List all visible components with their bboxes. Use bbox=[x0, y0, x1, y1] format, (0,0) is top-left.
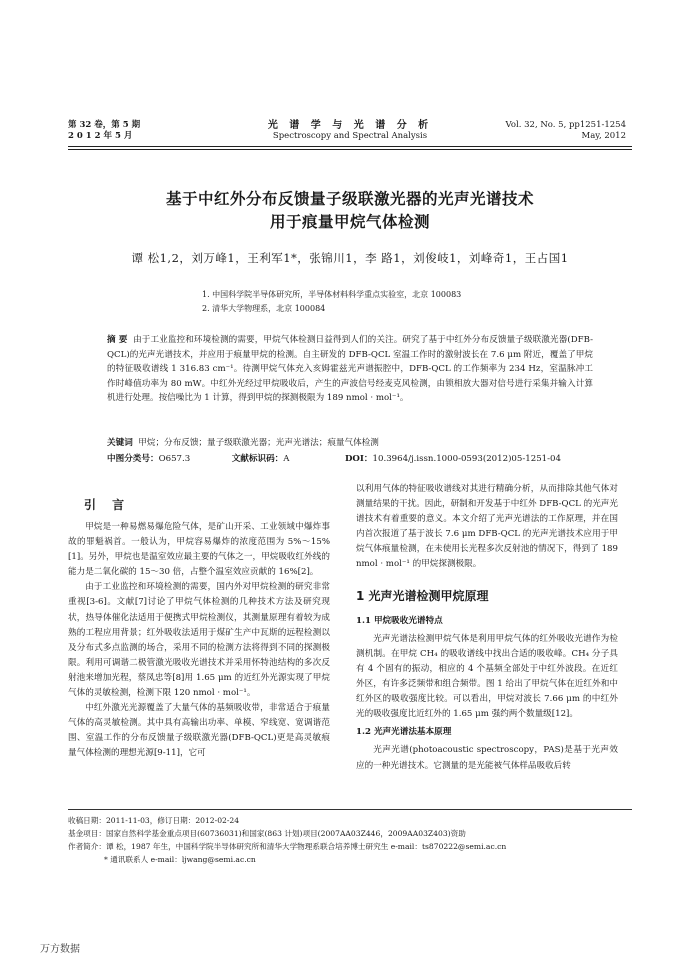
footnote-funding: 基金项目：国家自然科学基金重点项目(60736031)和国家(863 计划)项目(2007AA03Z446，2009AA03Z403)资助 bbox=[68, 829, 466, 838]
intro-paragraph-3: 中红外激光光源覆盖了大量气体的基频吸收带，非常适合于痕量气体的高灵敏检测。其中具有高输出功率、单模、窄线宽、宽调谐范围、室温工作的分布反馈量子级联激光器(DFB-QCL)更是高灵敏痕量气体检测的理想光源[9-11]，它可 bbox=[68, 703, 330, 759]
subsection-1-1-text: 光声光谱法检测甲烷气体是利用甲烷气体的红外吸收光谱作为检测机制。在甲烷 CH₄ 的吸收谱线中找出合适的吸收峰。CH₄ 分子具有 4 个固有的振动，相应的 4 个基频全部处于中红外波段。在近红外区，有许多泛频带和组合频带。图 1 给出了甲烷气体在近红外和中红外区的吸收强度比较。可以看出，甲烷对波长 7.66 μm 的中红外光的吸收强度比近红外的 1.65 μm 强约两个数量级[12]。 bbox=[356, 633, 618, 720]
clc-label: 中图分类号： bbox=[107, 454, 159, 464]
intro-body bbox=[68, 520, 330, 762]
footnote-author-bio: 作者简介：谭 松，1987 年生，中国科学院半导体研究所和清华大学物理系联合培养博士研究生 e-mail：ts870222@semi.ac.cn bbox=[68, 842, 507, 851]
header-rule-thin bbox=[68, 149, 632, 150]
affiliations bbox=[202, 288, 461, 316]
publish-date: May, 2012 bbox=[581, 131, 626, 141]
abstract bbox=[107, 333, 593, 406]
intro-paragraph-1: 甲烷是一种易燃易爆危险气体，是矿山开采、工业领域中爆炸事故的罪魁祸首。一般认为，甲烷容易爆炸的浓度范围为 5%～15%[1]。另外，甲烷也是温室效应最主要的气体之一，甲烷吸收红外线的能力是二氧化碳的 15～30 倍，占整个温室效应贡献的 16%[2]。 bbox=[68, 522, 330, 578]
paper-title-line1: 基于中红外分布反馈量子级联激光器的光声光谱技术 bbox=[165, 190, 534, 208]
subsection-1-2-text: 光声光谱(photoacoustic spectroscopy，PAS)是基于光声效应的一种光谱技术。它测量的是光能被气体样品吸收后转 bbox=[356, 745, 618, 771]
right-column bbox=[356, 482, 618, 774]
affiliation-2: 2. 清华大学物理系，北京 100084 bbox=[202, 304, 326, 313]
footnote-corresponding: * 通讯联系人 e-mail：ljwang@semi.ac.cn bbox=[104, 855, 256, 864]
affiliation-1: 1. 中国科学院半导体研究所，半导体材料科学重点实验室，北京 100083 bbox=[202, 290, 462, 299]
journal-name-en: Spectroscopy and Spectral Analysis bbox=[272, 131, 428, 141]
classification-line bbox=[107, 452, 593, 467]
intro-continuation: 以利用气体的特征吸收谱线对其进行精确分析，从而排除其他气体对测量结果的干扰。因此，研制和开发基于中红外 DFB-QCL 的光声光谱技术有着重要的意义。本文介绍了光声光谱法的工作原理，并在国内首次报道了基于波长 7.6 μm DFB-QCL 的光声光谱技术应用于甲烷气体痕量检测，在未使用长光程多次反射池的情况下，得到了 189 nmol · mol⁻¹ 的甲烷探测极限。 bbox=[356, 484, 618, 570]
abstract-text: 由于工业监控和环境检测的需要，甲烷气体检测日益得到人们的关注。研究了基于中红外分布反馈量子级联激光器(DFB-QCL)的光声光谱技术，并应用于痕量甲烷的检测。自主研发的 DFB-QCL 室温工作时的激射波长在 7.6 μm 附近，覆盖了甲烷的特征吸收谱线 1 316.83 cm⁻¹。待测甲烷气体充入亥姆霍兹光声谱振腔中，DFB-QCL 的工作频率为 234 Hz，室温脉冲工作时峰值功率为 80 mW。中红外光经过甲烷吸收后，产生的声波信号经麦克风检测，由锁相放大器对信号进行采集并输入计算机进行处理。按信噪比为 1 计算，得到甲烷的探测极限为 189 nmol · mol⁻¹。 bbox=[107, 335, 594, 404]
footnotes bbox=[68, 814, 632, 866]
subsection-1-1-heading: 1.1 甲烷吸收光谱特点 bbox=[356, 615, 443, 626]
volume-issue: 第 32 卷，第 5 期 bbox=[68, 120, 141, 130]
journal-volume-left bbox=[68, 120, 140, 142]
subsection-1-2-heading: 1.2 光声光谱法基本原理 bbox=[356, 727, 452, 738]
doc-code-label: 文献标识码： bbox=[231, 454, 284, 464]
clc-value: O657.3 bbox=[158, 454, 191, 464]
abstract-label: 摘 要 bbox=[107, 335, 128, 345]
publish-year-month: 2 0 1 2 年 5 月 bbox=[68, 131, 133, 141]
journal-name-cn: 光 谱 学 与 光 谱 分 析 bbox=[267, 120, 433, 131]
keywords-label: 关键词 bbox=[107, 438, 133, 448]
author-list: 谭 松1,2，刘万峰1，王利军1*，张锦川1，李 路1，刘俊岐1，刘峰奇1，王占国1 bbox=[131, 251, 569, 265]
paper-title-line2: 用于痕量甲烷气体检测 bbox=[269, 213, 430, 231]
volume-pages: Vol. 32, No. 5, pp1251-1254 bbox=[505, 120, 626, 130]
doi-label: DOI： bbox=[344, 454, 373, 464]
journal-name bbox=[250, 120, 450, 142]
footnote-received: 收稿日期：2011-11-03，修订日期：2012-02-24 bbox=[68, 816, 240, 825]
doc-code-value: A bbox=[283, 454, 290, 464]
watermark: 万方数据 bbox=[40, 944, 80, 955]
doi-value: 10.3964/j.issn.1000-0593(2012)05-1251-04 bbox=[372, 454, 561, 464]
intro-heading: 引 言 bbox=[84, 498, 131, 512]
keywords-text: 甲烷；分布反馈；量子级联激光器；光声光谱法；痕量气体检测 bbox=[138, 438, 379, 448]
section1-heading: 1 光声光谱检测甲烷原理 bbox=[356, 588, 489, 603]
footnote-rule bbox=[68, 809, 632, 810]
journal-volume-right bbox=[506, 120, 626, 142]
header-rule bbox=[68, 146, 632, 147]
keywords bbox=[107, 436, 593, 451]
intro-paragraph-2: 由于工业监控和环境检测的需要，国内外对甲烷检测的研究非常重视[3-6]。文献[7]讨论了甲烷气体检测的几种技术方法及研究现状，热导体催化法适用于便携式甲烷检测仪，其测量原理有着较为成熟的工程应用背景；红外吸收法适用于煤矿生产中瓦斯的远程检测以及分布式多点监测的场合，采用不同的检测方法将得到不同的探测极限。利用可调谐二极管激光吸收光谱技术并采用怀特池结构的多次反射池来增加光程，蔡凤忠等[8]用 1.65 μm 的近红外光源实现了甲烷气体的灵敏检测，检测下限 120 nmol · mol⁻¹。 bbox=[68, 582, 330, 699]
